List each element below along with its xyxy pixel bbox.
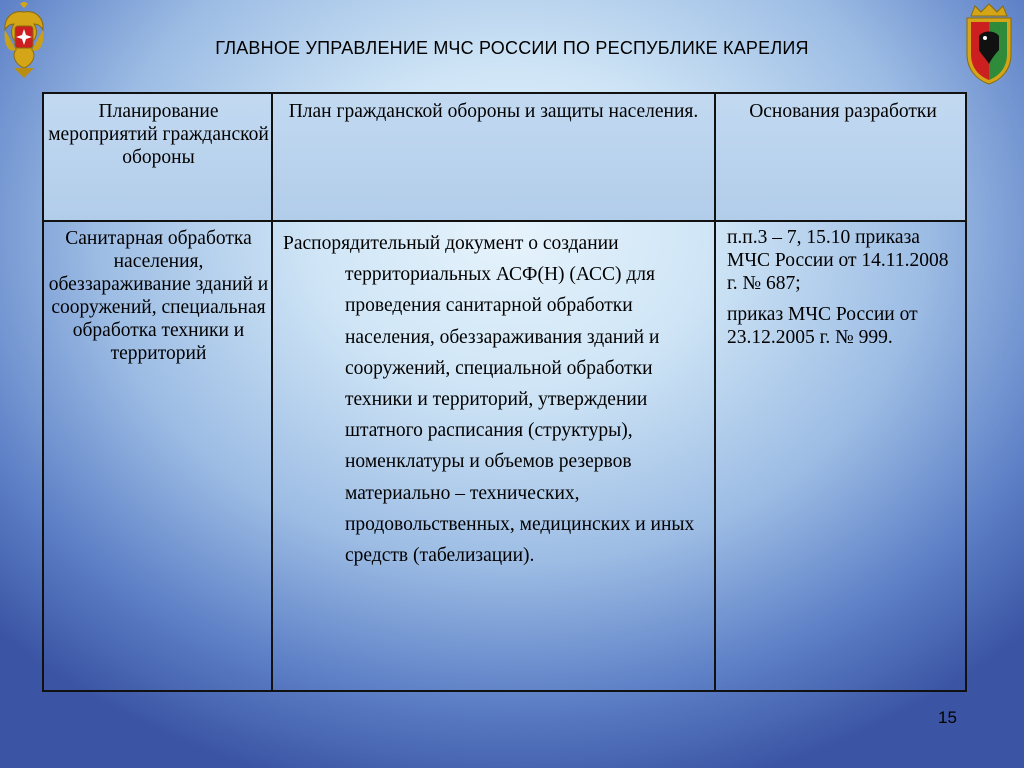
page-title: ГЛАВНОЕ УПРАВЛЕНИЕ МЧС РОССИИ ПО РЕСПУБЛИКЕ КАРЕЛИЯ xyxy=(215,38,809,58)
basis-reference-1: п.п.3 – 7, 15.10 приказа МЧС России от 14.11.2008 г. № 687; xyxy=(727,227,949,294)
page-number: 15 xyxy=(938,708,957,727)
header-civil-defense-plan: План гражданской обороны и защиты населения. xyxy=(288,101,699,122)
measure-cell: Санитарная обработка населения, обеззараживание зданий и сооружений, специальная обработка техники и территорий xyxy=(48,228,269,364)
plan-document-cell xyxy=(283,228,709,571)
plan-document-text: Распорядительный документ о создании территориальных АСФ(Н) (АСС) для проведения санитарной обработки населения, обеззараживания зданий и сооружений, специальной обработки техники и территорий, утверждении штатного расписания (структуры), номенклатуры и объемов резервов материально – технических, продовольственных, медицинских и иных средств (табелизации). xyxy=(283,233,695,566)
column-divider-1 xyxy=(271,94,273,690)
basis-cell xyxy=(727,226,963,357)
column-divider-2 xyxy=(714,94,716,690)
planning-table xyxy=(42,92,967,692)
basis-reference-2: приказ МЧС России от 23.12.2005 г. № 999. xyxy=(727,304,918,348)
row-divider xyxy=(44,220,965,222)
header-measures: Планирование мероприятий гражданской обороны xyxy=(48,101,269,168)
header-basis: Основания разработки xyxy=(749,101,937,122)
